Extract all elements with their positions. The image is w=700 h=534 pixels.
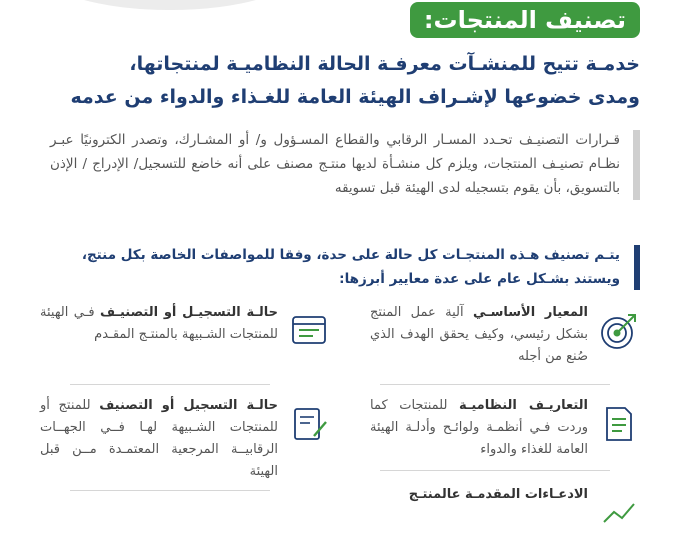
subtitle-line-2: ومدى خضوعها لإشـراف الهيئة العامة للغـذاء والدواء من عدمه (70, 86, 640, 108)
divider (380, 470, 610, 471)
criterion-registration-status (40, 302, 330, 352)
criterion-3-title: التعاريـف النظاميـة (459, 398, 588, 413)
divider (380, 384, 610, 385)
divider (70, 490, 270, 491)
target-icon (598, 310, 640, 352)
decorative-corner-shape (40, 0, 300, 10)
criterion-basic-standard (370, 302, 640, 368)
criteria-note-accent-bar (634, 245, 640, 290)
document-edit-icon (288, 403, 330, 445)
criteria-note (60, 243, 620, 291)
document-lines-icon (598, 403, 640, 445)
page-title: تصنيف المنتجات: (410, 2, 640, 38)
intro-accent-bar (633, 130, 640, 200)
criterion-5-title: الادعـاءات المقدمـة عالمنتـج (408, 487, 588, 502)
divider (70, 384, 270, 385)
intro-paragraph: قـرارات التصنيـف تحـدد المسـار الرقابي والقطاع المسـؤول و/ أو المشـارك، وتصدر الكترونيًا عبـر نظـام تصنيـف المنتجات، ويلزم كل منشـأة لديها منتـج مصنف على أنه خاضع للتسجيل/ الإدراج / الإذن بالتسويق، بأن يقوم بتسجيله لدى الهيئة قبل تسويقه (50, 132, 620, 196)
page-subtitle (40, 48, 640, 114)
document-list-icon (288, 310, 330, 352)
criterion-3-text: للمنتجات كما وردت فـي أنظمـة ولوائـح وأدلـة الهيئة العامة للغذاء والدواء (370, 398, 588, 457)
criterion-2-title: حالـة التسجيـل أو التصنيـف (100, 305, 278, 320)
criteria-note-line-2: ويستند بشـكل عام على عدة معايير أبرزها: (339, 271, 620, 287)
criterion-2-text: فـي الهيئة للمنتجات الشـبيهة بالمنتـج المقـدم (40, 305, 278, 342)
criteria-note-line-1: يتـم تصنيف هـذه المنتجـات كل حالة على حدة، وفقا للمواصفات الخاصة بكل منتج، (81, 247, 620, 263)
criterion-1-text: آلية عمل المنتج بشكل رئيسي، وكيف يحقق الهدف الذي صُنع من أجله (370, 305, 588, 364)
criterion-1-title: المعيار الأساسـي (472, 305, 588, 320)
criterion-regulatory-definitions (370, 395, 640, 461)
criterion-4-text: للمنتج أو للمنتجات الشـبيهة لهـا فــي الجهــات الرقابيــة المرجعية المعتمـدة مــن قبل الهيئة (40, 398, 278, 479)
chart-icon (598, 492, 640, 534)
criterion-4-title: حالـة التسجيل أو التصنيف (99, 398, 278, 413)
criterion-product-claims (370, 484, 640, 534)
subtitle-line-1: خدمـة تتيح للمنشـآت معرفـة الحالة النظاميـة لمنتجاتها، (129, 53, 640, 75)
criterion-reference-authorities (40, 395, 330, 483)
